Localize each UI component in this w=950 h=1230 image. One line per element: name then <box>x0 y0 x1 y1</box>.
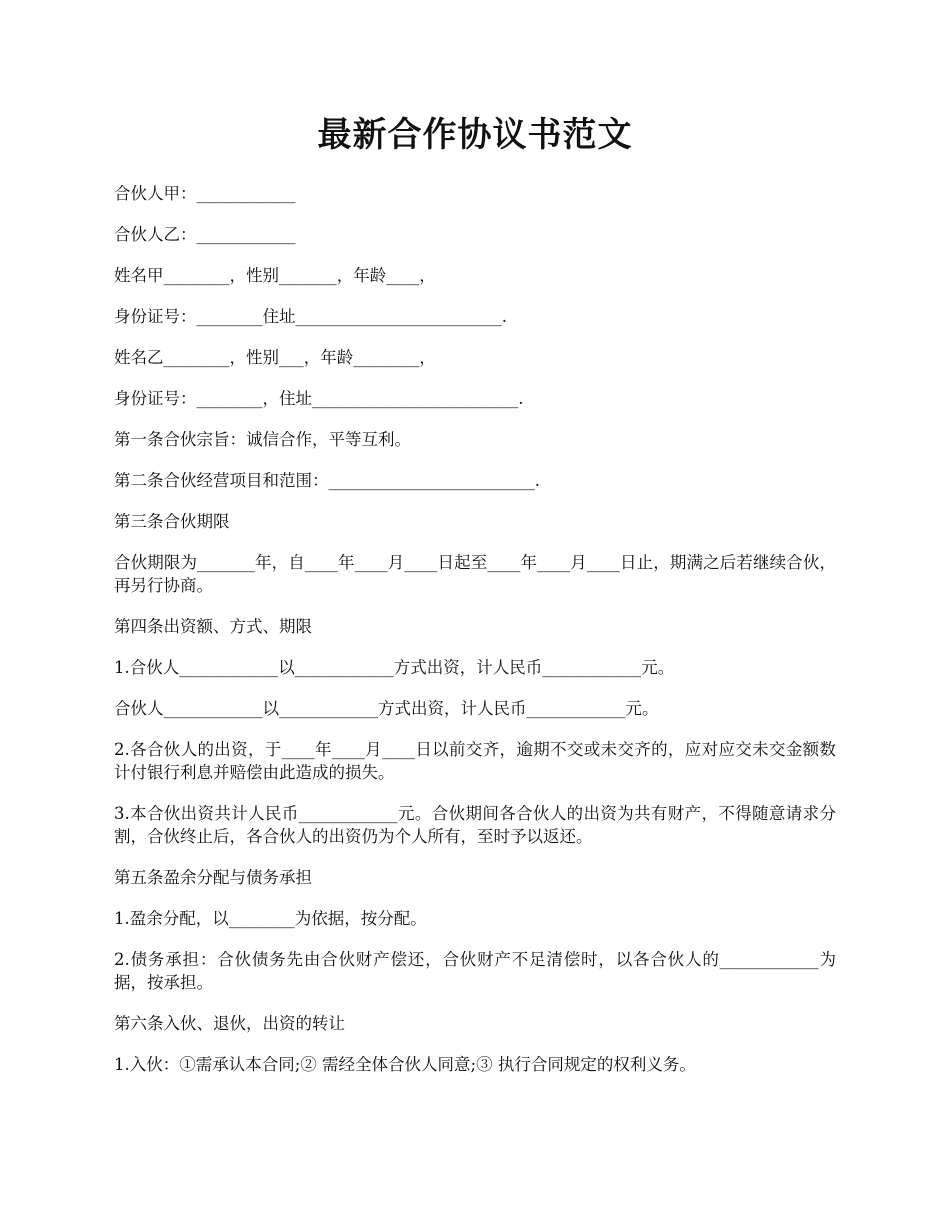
article-3-body: 合伙期限为_______年，自____年____月____日起至____年____月____日止，期满之后若继续合伙，再另行协商。 <box>114 553 836 595</box>
article-4-item-3: 3.本合伙出资共计人民币____________元。合伙期间各合伙人的出资为共有财产，不得随意请求分割，合伙终止后，各合伙人的出资仍为个人所有，至时予以返还。 <box>114 804 836 846</box>
party-b-details: 姓名乙________，性别___，年龄________， <box>114 348 436 367</box>
party-a-id-address: 身份证号：________住址_________________________. <box>114 307 507 326</box>
article-2: 第二条合伙经营项目和范围：_________________________. <box>114 471 540 490</box>
document-title: 最新合作协议书范文 <box>317 115 633 155</box>
article-3-heading: 第三条合伙期限 <box>114 512 230 531</box>
party-b-line: 合伙人乙：____________ <box>114 225 296 244</box>
article-1: 第一条合伙宗旨：诚信合作，平等互利。 <box>114 430 411 449</box>
article-4-item-1: 1.合伙人____________以____________方式出资，计人民币____________元。 <box>114 658 675 677</box>
article-6-heading: 第六条入伙、退伙，出资的转让 <box>114 1014 345 1033</box>
article-5-item-1: 1.盈余分配，以________为依据，按分配。 <box>114 909 427 928</box>
party-a-line: 合伙人甲：____________ <box>114 184 296 203</box>
article-4-heading: 第四条出资额、方式、期限 <box>114 617 312 636</box>
article-6-item-1: 1.入伙：①需承认本合同;② 需经全体合伙人同意;③ 执行合同规定的权利义务。 <box>114 1055 696 1074</box>
party-a-details: 姓名甲________，性别_______，年龄____， <box>114 266 436 285</box>
party-b-id-address: 身份证号：________，住址_________________________. <box>114 389 524 408</box>
article-4-item-1b: 合伙人____________以____________方式出资，计人民币____________元。 <box>114 699 659 718</box>
article-4-item-2: 2.各合伙人的出资，于____年____月____日以前交齐，逾期不交或未交齐的，应对应交未交金额数计付银行利息并赔偿由此造成的损失。 <box>114 740 836 782</box>
article-5-item-2: 2.债务承担：合伙债务先由合伙财产偿还，合伙财产不足清偿时，以各合伙人的____________为据，按承担。 <box>114 950 836 992</box>
article-5-heading: 第五条盈余分配与债务承担 <box>114 868 312 887</box>
